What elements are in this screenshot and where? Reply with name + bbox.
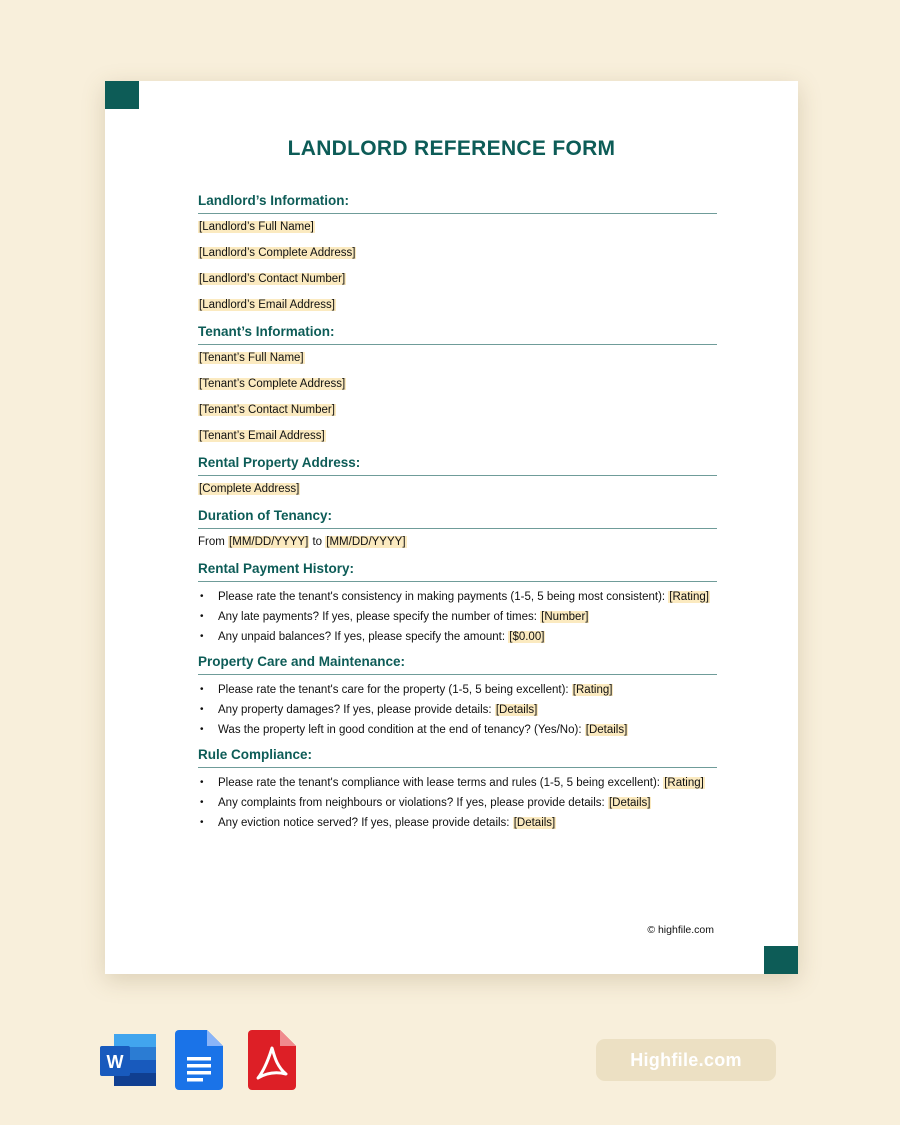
amount-field[interactable]: [$0.00] (509, 631, 545, 643)
tenant-email-field[interactable]: [Tenant’s Email Address] (199, 430, 325, 442)
section-heading-payment: Rental Payment History: (198, 561, 717, 582)
landlord-email-field[interactable]: [Landlord’s Email Address] (199, 299, 335, 311)
bullet-icon: • (200, 724, 204, 735)
form-title: LANDLORD REFERENCE FORM (287, 137, 616, 160)
word-icon[interactable] (100, 1030, 157, 1090)
form-content (198, 193, 717, 840)
section-heading-landlord: Landlord’s Information: (198, 193, 717, 214)
list-item: • Any complaints from neighbours or violations? If yes, please provide details: [Details] (198, 794, 717, 812)
list-item: • Please rate the tenant's care for the property (1-5, 5 being excellent): [Rating] (198, 681, 717, 699)
bullet-icon: • (200, 704, 204, 715)
tenant-contact-field[interactable]: [Tenant’s Contact Number] (199, 404, 335, 416)
tenant-full-name-field[interactable]: [Tenant’s Full Name] (199, 352, 304, 364)
to-label: to (312, 536, 323, 548)
bullet-icon: • (200, 777, 204, 788)
format-icons (100, 1030, 303, 1090)
google-docs-icon[interactable] (173, 1030, 230, 1090)
tenant-address-field[interactable]: [Tenant’s Complete Address] (199, 378, 346, 390)
details-field[interactable]: [Details] (513, 817, 556, 829)
from-label: From (198, 536, 225, 548)
section-heading-compliance: Rule Compliance: (198, 747, 717, 768)
section-heading-duration: Duration of Tenancy: (198, 508, 717, 529)
property-address-field[interactable]: [Complete Address] (199, 483, 300, 495)
care-questions-list (198, 681, 717, 739)
list-item: • Please rate the tenant's compliance with lease terms and rules (1-5, 5 being excellent): [Rating] (198, 774, 717, 792)
from-date-field[interactable]: [MM/DD/YYYY] (229, 536, 309, 548)
section-heading-property: Rental Property Address: (198, 455, 717, 476)
details-field[interactable]: [Details] (585, 724, 628, 736)
rating-field[interactable]: [Rating] (664, 777, 704, 789)
landlord-contact-field[interactable]: [Landlord’s Contact Number] (199, 273, 346, 285)
corner-accent-bottom-right (764, 946, 798, 974)
bullet-icon: • (200, 631, 204, 642)
section-heading-care: Property Care and Maintenance: (198, 654, 717, 675)
compliance-questions-list (198, 774, 717, 832)
bullet-icon: • (200, 684, 204, 695)
document-page (105, 81, 798, 974)
section-heading-tenant: Tenant’s Information: (198, 324, 717, 345)
rating-field[interactable]: [Rating] (669, 591, 709, 603)
svg-text:W: W (106, 1052, 124, 1072)
list-item: • Please rate the tenant's consistency in making payments (1-5, 5 being most consistent): [Rating] (198, 588, 717, 606)
number-field[interactable]: [Number] (541, 611, 589, 623)
bullet-icon: • (200, 611, 204, 622)
list-item: • Was the property left in good condition at the end of tenancy? (Yes/No): [Details] (198, 721, 717, 739)
details-field[interactable]: [Details] (608, 797, 651, 809)
copyright-text: © highfile.com (647, 924, 714, 936)
corner-accent-top-left (105, 81, 139, 109)
bullet-icon: • (200, 817, 204, 828)
landlord-full-name-field[interactable]: [Landlord’s Full Name] (199, 221, 314, 233)
details-field[interactable]: [Details] (495, 704, 538, 716)
list-item: • Any late payments? If yes, please specify the number of times: [Number] (198, 608, 717, 626)
brand-badge[interactable]: Highfile.com (596, 1039, 776, 1081)
tenancy-duration-row (198, 535, 717, 561)
pdf-icon[interactable] (246, 1030, 303, 1090)
to-date-field[interactable]: [MM/DD/YYYY] (326, 536, 406, 548)
payment-questions-list (198, 588, 717, 646)
bullet-icon: • (200, 797, 204, 808)
bullet-icon: • (200, 591, 204, 602)
rating-field[interactable]: [Rating] (572, 684, 613, 696)
list-item: • Any property damages? If yes, please provide details: [Details] (198, 701, 717, 719)
landlord-address-field[interactable]: [Landlord’s Complete Address] (199, 247, 356, 259)
list-item: • Any eviction notice served? If yes, please provide details: [Details] (198, 814, 717, 832)
list-item: • Any unpaid balances? If yes, please specify the amount: [$0.00] (198, 628, 717, 646)
